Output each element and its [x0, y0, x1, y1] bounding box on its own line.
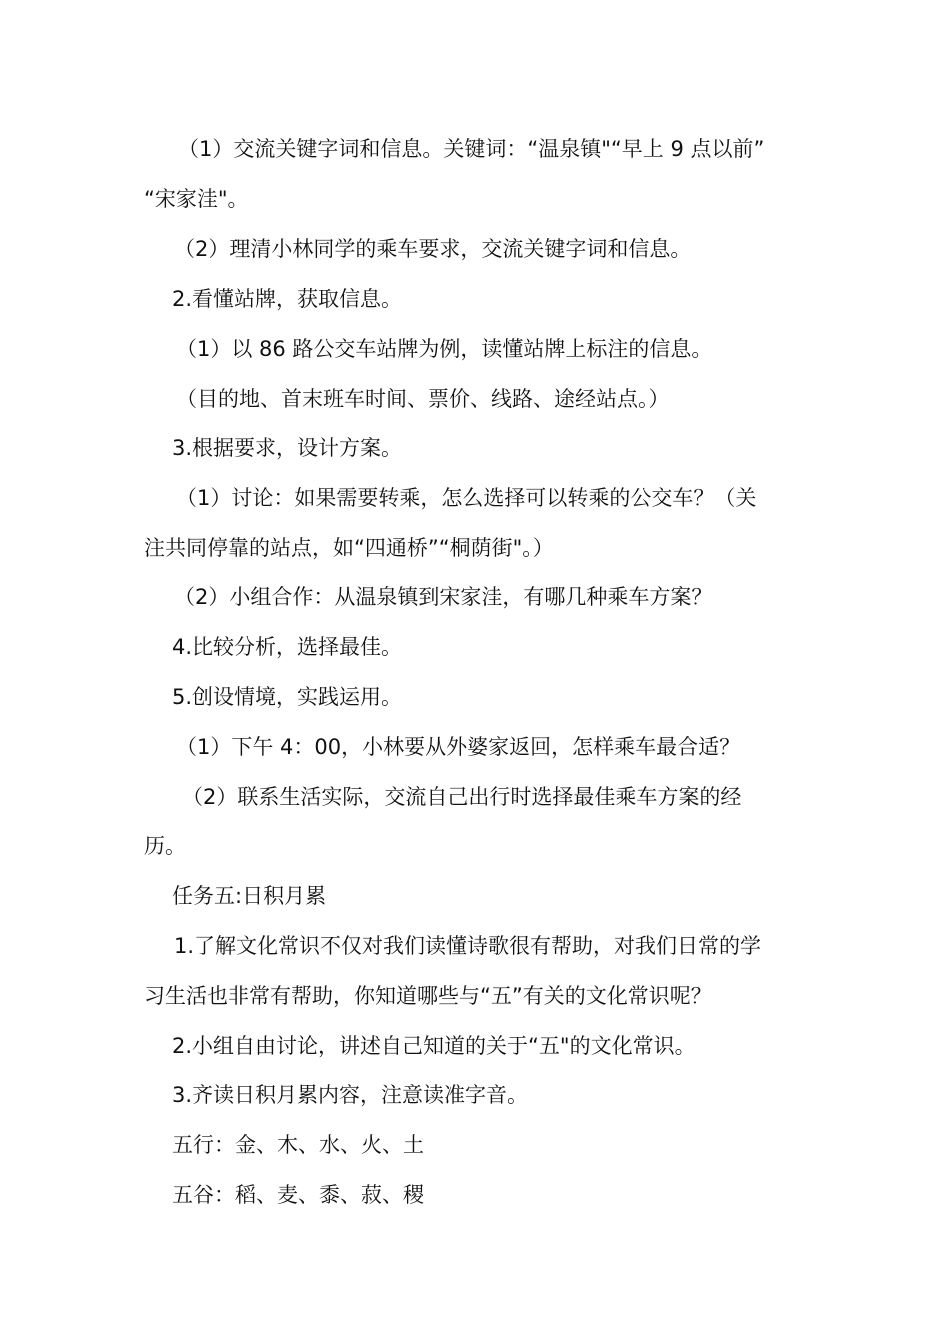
paragraph-line: 五谷：稻、麦、黍、菽、稷 [172, 1183, 424, 1207]
paragraph-line: （2）联系生活实际，交流自己出行时选择最佳乘车方案的经 [182, 785, 742, 809]
paragraph-line: 1.了解文化常识不仅对我们读懂诗歌很有帮助，对我们日常的学 [174, 934, 762, 958]
paragraph-line: （1）讨论：如果需要转乘，怎么选择可以转乘的公交车？（关 [176, 486, 757, 510]
paragraph-line: 4.比较分析，选择最佳。 [172, 635, 403, 659]
paragraph-line: （1）交流关键字词和信息。关键词：“温泉镇"“早上 9 点以前” [178, 137, 765, 161]
paragraph-line: 2.小组自由讨论，讲述自己知道的关于“五"的文化常识。 [172, 1034, 696, 1058]
paragraph-line: 3.齐读日积月累内容，注意读准字音。 [172, 1083, 529, 1107]
paragraph-line: （1）下午 4：00，小林要从外婆家返回，怎样乘车最合适？ [176, 735, 741, 759]
paragraph-line: 习生活也非常有帮助，你知道哪些与“五”有关的文化常识呢？ [144, 984, 712, 1008]
paragraph-line: 3.根据要求，设计方案。 [172, 436, 403, 460]
paragraph-line: （目的地、首末班车时间、票价、线路、途经站点。） [176, 387, 670, 411]
paragraph-line: 五行：金、木、水、火、土 [172, 1133, 424, 1157]
paragraph-line: （2）小组合作：从温泉镇到宋家洼，有哪几种乘车方案？ [174, 585, 713, 609]
paragraph-line: 注共同停靠的站点，如“四通桥”“桐荫街"。） [144, 536, 554, 560]
paragraph-line: “宋家洼"。 [144, 187, 249, 211]
section-heading: 任务五:日积月累 [172, 884, 327, 908]
paragraph-line: 历。 [144, 834, 186, 858]
paragraph-line: 5.创设情境，实践运用。 [172, 685, 403, 709]
paragraph-line: （2）理清小林同学的乘车要求，交流关键字词和信息。 [174, 237, 692, 261]
paragraph-line: （1）以 86 路公交车站牌为例，读懂站牌上标注的信息。 [176, 337, 713, 361]
paragraph-line: 2.看懂站牌，获取信息。 [172, 287, 403, 311]
